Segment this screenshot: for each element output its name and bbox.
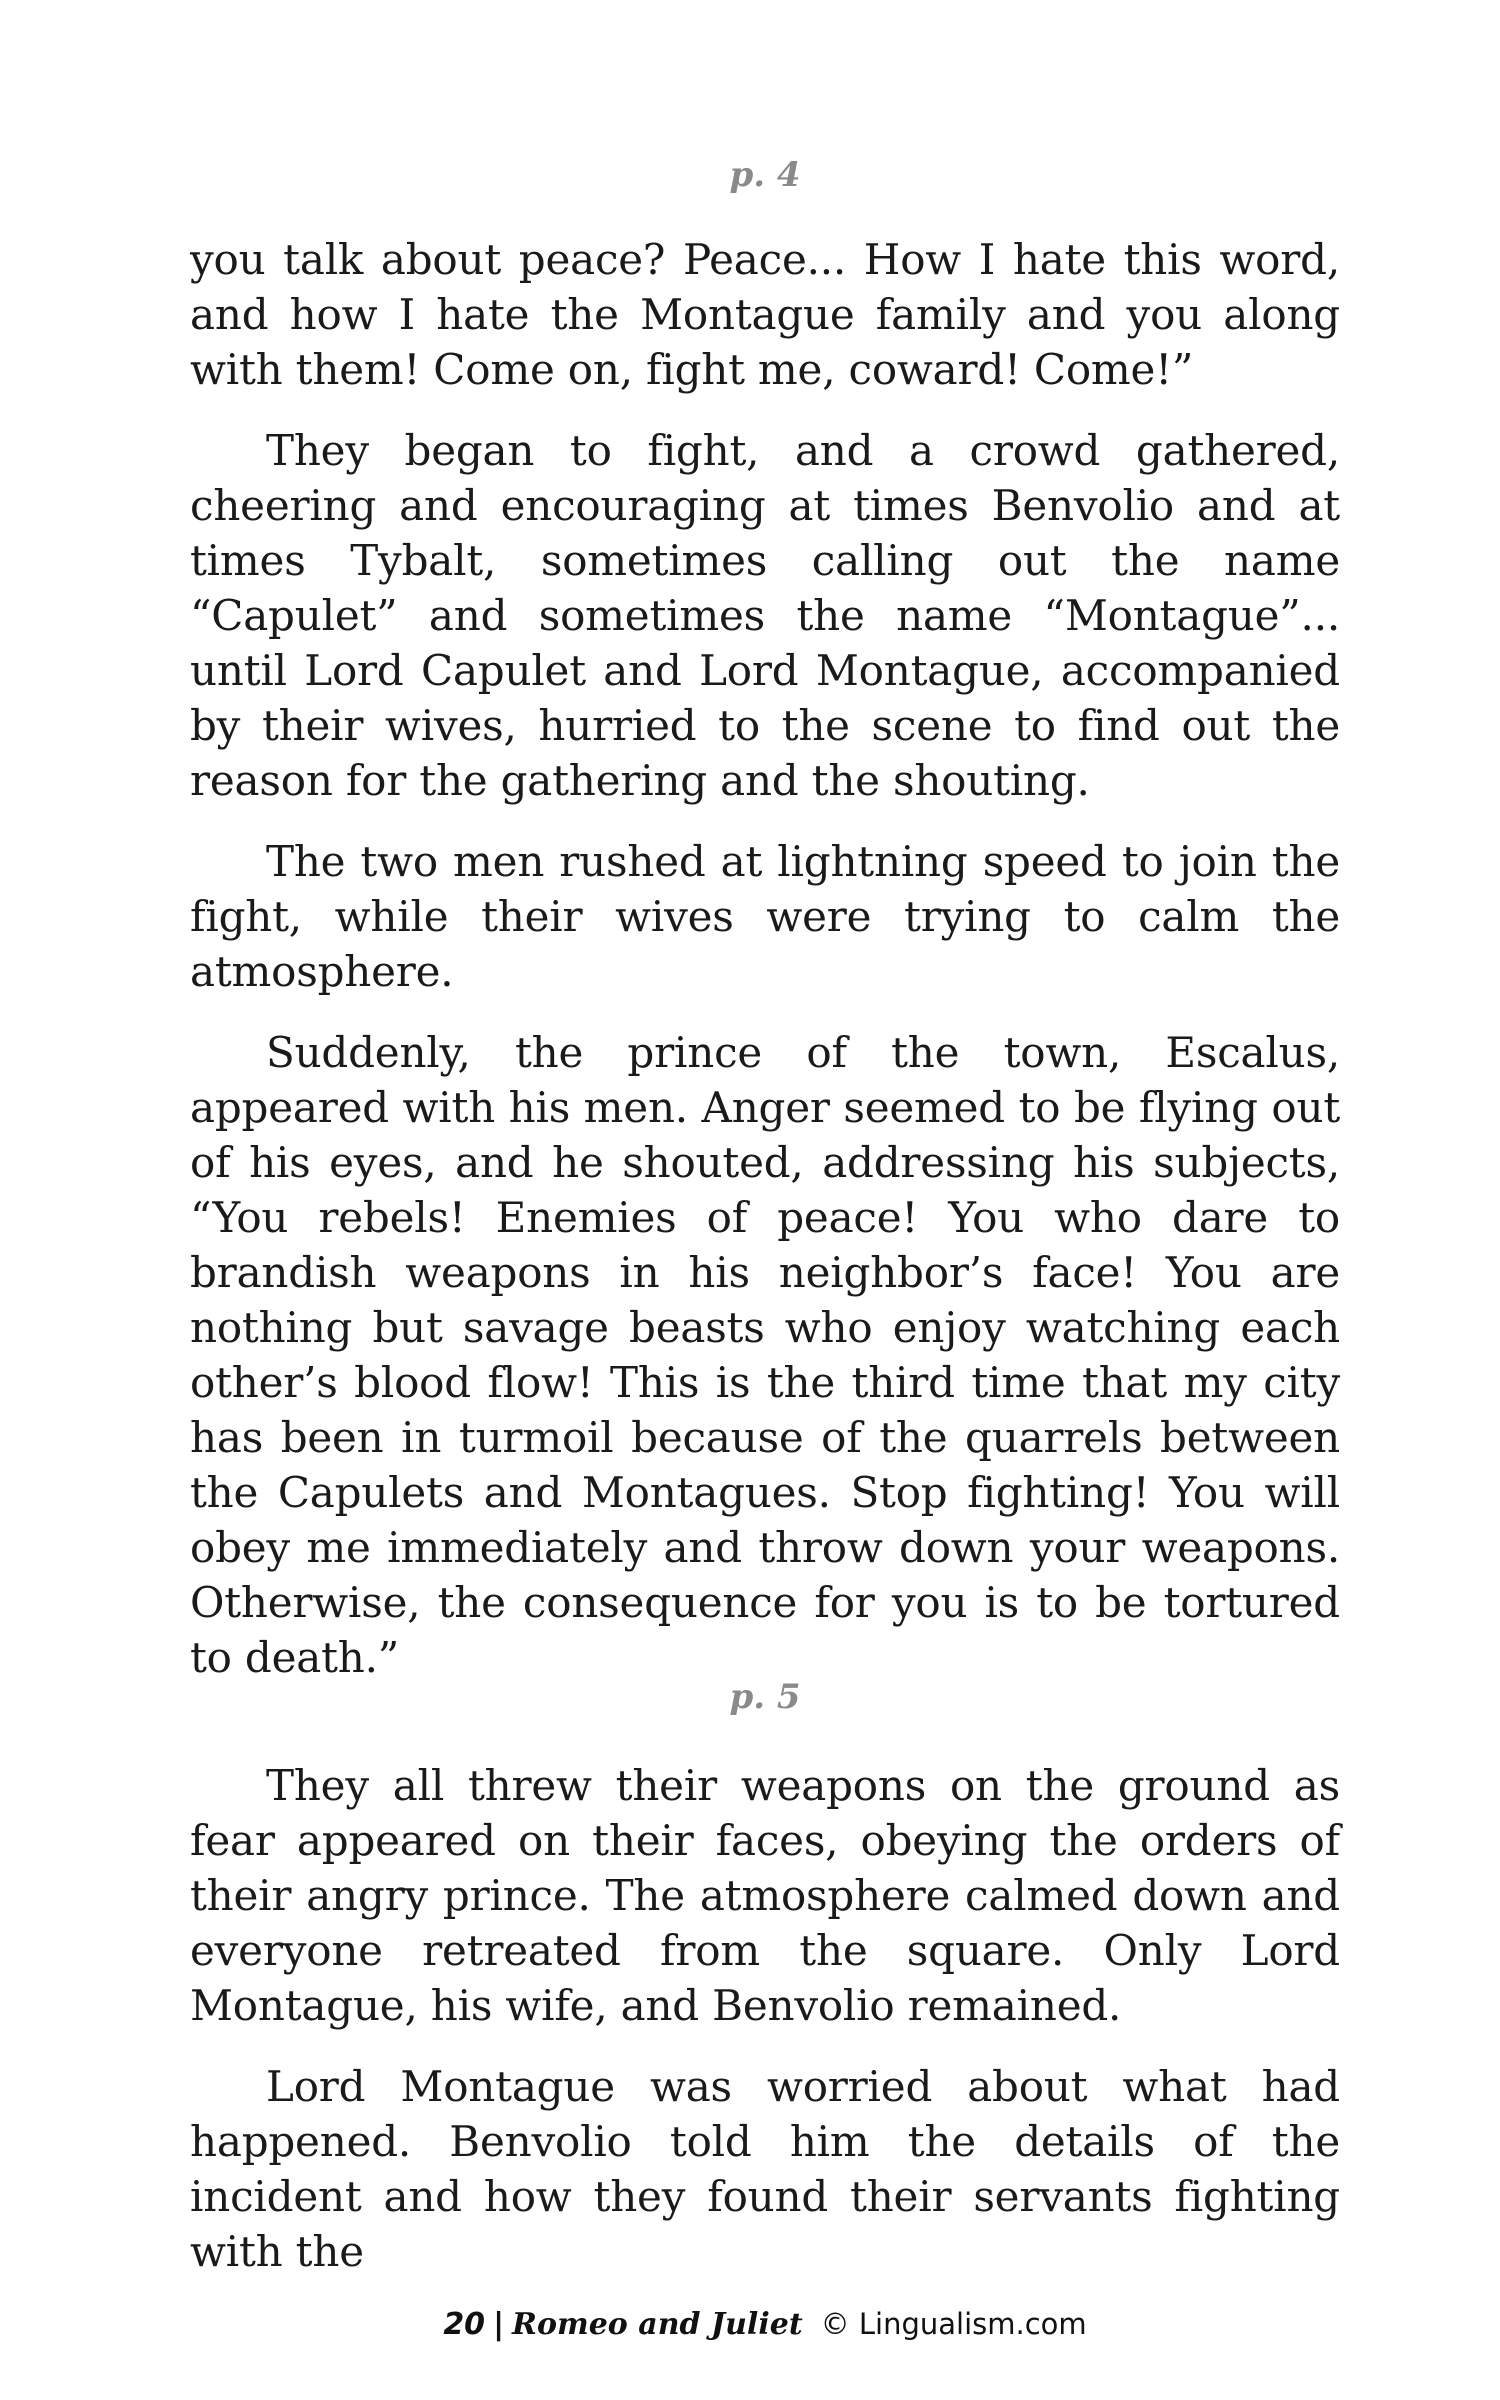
footer-book-title: Romeo and Juliet — [512, 2307, 803, 2342]
page-footer — [190, 2307, 1340, 2342]
paragraph: Suddenly, the prince of the town, Escalus, appeared with his men. Anger seemed to be flying out of his eyes, and he shouted, addressing his subjects, “You rebels! Enemies of peace! You who dare to brandish weapons in his neighbor’s face! You are nothing but savage beasts who enjoy watching each other’s blood flow! This is the third time that my city has been in turmoil because of the quarrels between the Capulets and Montagues. Stop fighting! You will obey me immediately and throw down your weapons. Otherwise, the consequence for you is to be tortured to death.” — [190, 1028, 1340, 1682]
footer-separator: | — [493, 2307, 505, 2342]
text-section-1 — [190, 232, 1340, 1685]
text-section-2 — [190, 1758, 1340, 2279]
page-marker-p4: p. 4 — [729, 155, 801, 195]
footer-copyright: © Lingualism.com — [820, 2307, 1087, 2341]
page-marker-p5: p. 5 — [729, 1677, 801, 1717]
paragraph: you talk about peace? Peace... How I hate this word, and how I hate the Montague family and you along with them! Come on, fight me, coward! Come!” — [190, 235, 1340, 394]
paragraph: They all threw their weapons on the ground as fear appeared on their faces, obeying the orders of their angry prince. The atmosphere calmed down and everyone retreated from the square. Only Lord Montague, his wife, and Benvolio remained. — [190, 1761, 1340, 2030]
paragraph: The two men rushed at lightning speed to join the fight, while their wives were trying to calm the atmosphere. — [190, 837, 1340, 996]
paragraph: Lord Montague was worried about what had happened. Benvolio told him the details of the incident and how they found their servants fighting with the — [190, 2062, 1340, 2276]
paragraph: They began to fight, and a crowd gathered, cheering and encouraging at times Benvolio and at times Tybalt, sometimes calling out the name “Capulet” and sometimes the name “Montague”... until Lord Capulet and Lord Montague, accompanied by their wives, hurried to the scene to find out the reason for the gathering and the shouting. — [190, 426, 1340, 805]
footer-page-number: 20 — [443, 2307, 486, 2342]
document-page — [190, 0, 1340, 2400]
